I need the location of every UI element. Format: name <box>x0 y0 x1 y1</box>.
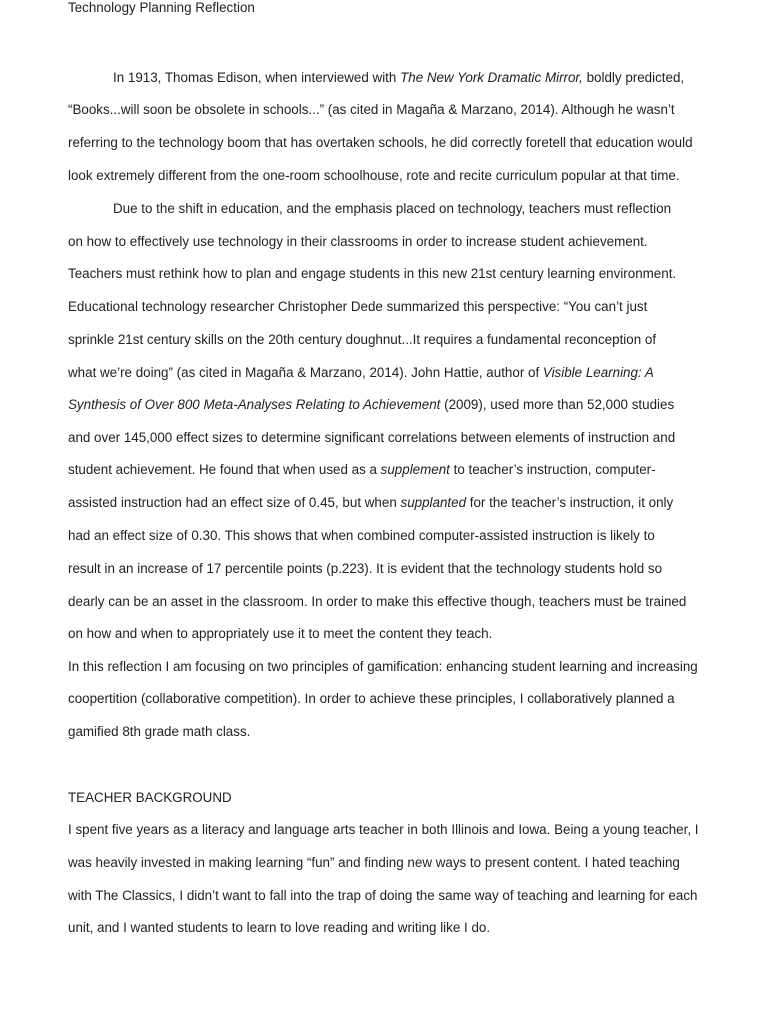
paragraph-2-line-2: on how to effectively use technology in their classrooms in order to increase student achievement. <box>68 234 648 249</box>
paragraph-2-line-1: Due to the shift in education, and the emphasis placed on technology, teachers must reflection <box>113 201 672 216</box>
background-line-1: I spent five years as a literacy and language arts teacher in both Illinois and Iowa. Being a young teacher, I <box>68 822 699 837</box>
paragraph-2-line-11: had an effect size of 0.30. This shows that when combined computer-assisted instruction is likely to <box>68 528 655 543</box>
paragraph-2-line-14: on how and when to appropriately use it to meet the content they teach. <box>68 626 493 641</box>
paragraph-2-line-7: Synthesis of Over 800 Meta-Analyses Relating to Achievement (2009), used more than 52,000 studies <box>68 397 675 412</box>
paragraph-3-line-3: gamified 8th grade math class. <box>68 724 251 739</box>
background-line-3: with The Classics, I didn’t want to fall into the trap of doing the same way of teaching and learning for each <box>68 888 698 903</box>
background-line-4: unit, and I wanted students to learn to love reading and writing like I do. <box>68 920 491 935</box>
paragraph-2-line-8: and over 145,000 effect sizes to determine significant correlations between elements of instruction and <box>68 430 676 445</box>
paragraph-1-line-3: referring to the technology boom that has overtaken schools, he did correctly foretell that education would <box>68 135 693 150</box>
paragraph-2-line-6: what we’re doing” (as cited in Magaña & Marzano, 2014). John Hattie, author of Visible Learning: A <box>68 365 654 380</box>
background-line-2: was heavily invested in making learning “fun” and finding new ways to present content. I hated teaching <box>68 855 680 870</box>
paragraph-2-line-3: Teachers must rethink how to plan and engage students in this new 21st century learning environment. <box>68 266 677 281</box>
paragraph-3-line-2: coopertition (collaborative competition). In order to achieve these principles, I collaboratively planned a <box>68 691 675 706</box>
paragraph-1-line-4: look extremely different from the one-room schoolhouse, rote and recite curriculum popular at that time. <box>68 168 680 183</box>
paragraph-1-line-1: In 1913, Thomas Edison, when interviewed with The New York Dramatic Mirror, boldly predicted, <box>113 70 685 85</box>
paragraph-2-line-12: result in an increase of 17 percentile points (p.223). It is evident that the technology students hold so <box>68 561 663 576</box>
paragraph-2-line-4: Educational technology researcher Christopher Dede summarized this perspective: “You can’t just <box>68 299 648 314</box>
document-title: Technology Planning Reflection <box>68 0 255 15</box>
section-heading: TEACHER BACKGROUND <box>68 790 232 805</box>
paragraph-1-line-2: “Books...will soon be obsolete in schools...” (as cited in Magaña & Marzano, 2014). Although he wasn’t <box>68 102 675 117</box>
paragraph-2-line-10: assisted instruction had an effect size of 0.45, but when supplanted for the teacher’s instruction, it only <box>68 495 674 510</box>
paragraph-2-line-5: sprinkle 21st century skills on the 20th century doughnut...It requires a fundamental reconception of <box>68 332 657 347</box>
paragraph-2-line-9: student achievement. He found that when used as a supplement to teacher’s instruction, computer- <box>68 462 656 477</box>
paragraph-3-line-1: In this reflection I am focusing on two principles of gamification: enhancing student learning and increasing <box>68 659 698 674</box>
paragraph-2-line-13: dearly can be an asset in the classroom. In order to make this effective though, teachers must be trained <box>68 594 687 609</box>
